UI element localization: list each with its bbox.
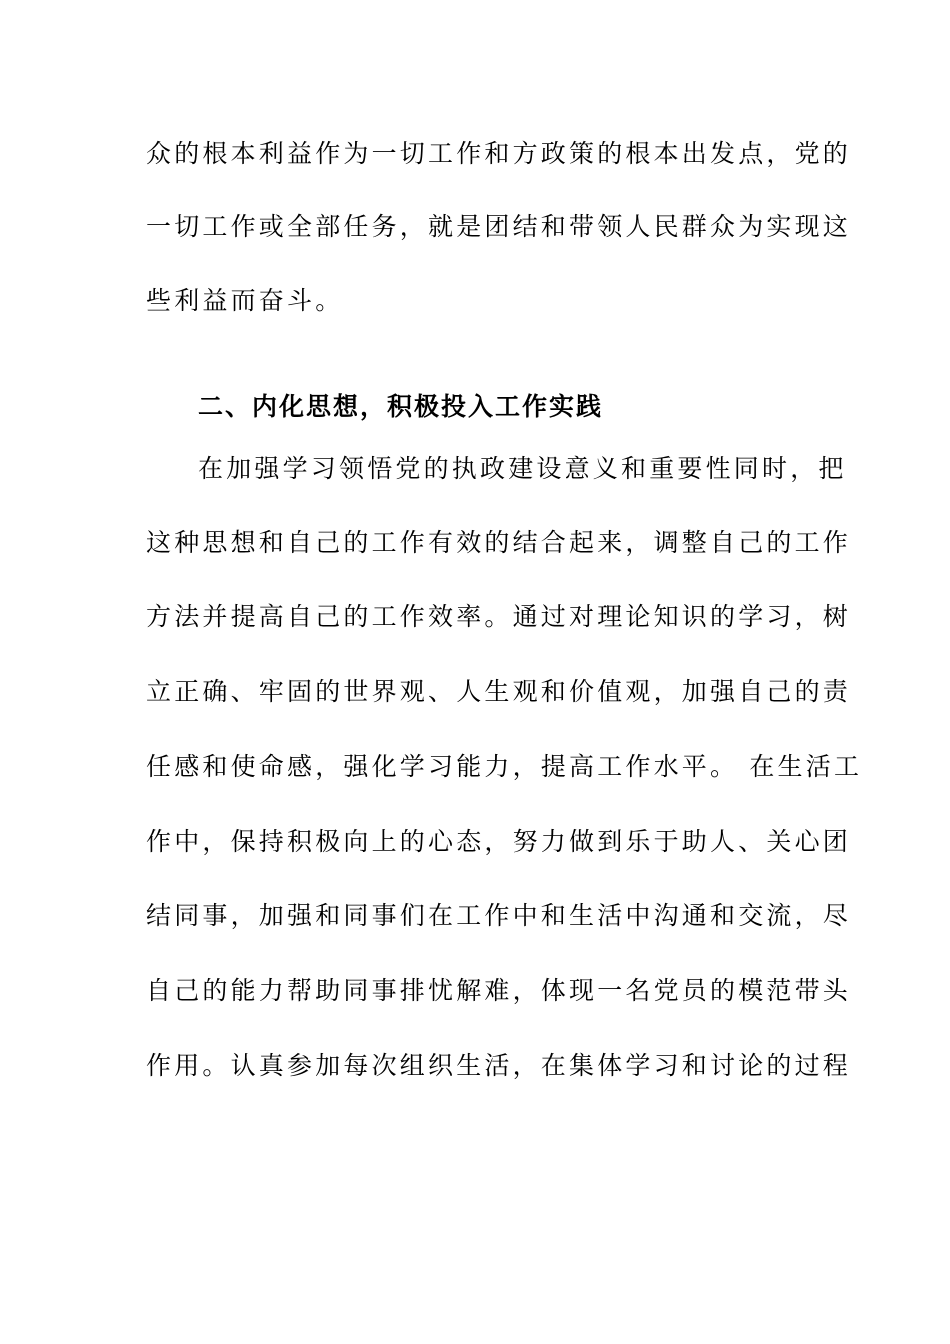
- paragraph-line: 方法并提高自己的工作效率。通过对理论知识的学习，树: [146, 602, 852, 631]
- paragraph-line: 作用。认真参加每次组织生活，在集体学习和讨论的过程: [146, 1051, 852, 1080]
- paragraph-line: 立正确、牢固的世界观、人生观和价值观，加强自己的责: [146, 677, 852, 706]
- paragraph-line: 在加强学习领悟党的执政建设意义和重要性同时，把: [198, 454, 847, 483]
- section-heading: 二、内化思想，积极投入工作实践: [198, 392, 604, 421]
- paragraph-line: 众的根本利益作为一切工作和方政策的根本出发点，党的: [146, 139, 852, 168]
- paragraph-line: 任感和使命感，强化学习能力，提高工作水平。 在生活工: [146, 752, 863, 781]
- paragraph-line: 自己的能力帮助同事排忧解难，体现一名党员的模范带头: [146, 976, 852, 1005]
- paragraph-line: 结同事，加强和同事们在工作中和生活中沟通和交流，尽: [146, 901, 852, 930]
- paragraph-line: 这种思想和自己的工作有效的结合起来，调整自己的工作: [146, 528, 852, 557]
- paragraph-line: 作中，保持积极向上的心态，努力做到乐于助人、关心团: [146, 827, 852, 856]
- paragraph-line: 些利益而奋斗。: [146, 286, 344, 315]
- paragraph-line: 一切工作或全部任务，就是团结和带领人民群众为实现这: [146, 212, 852, 241]
